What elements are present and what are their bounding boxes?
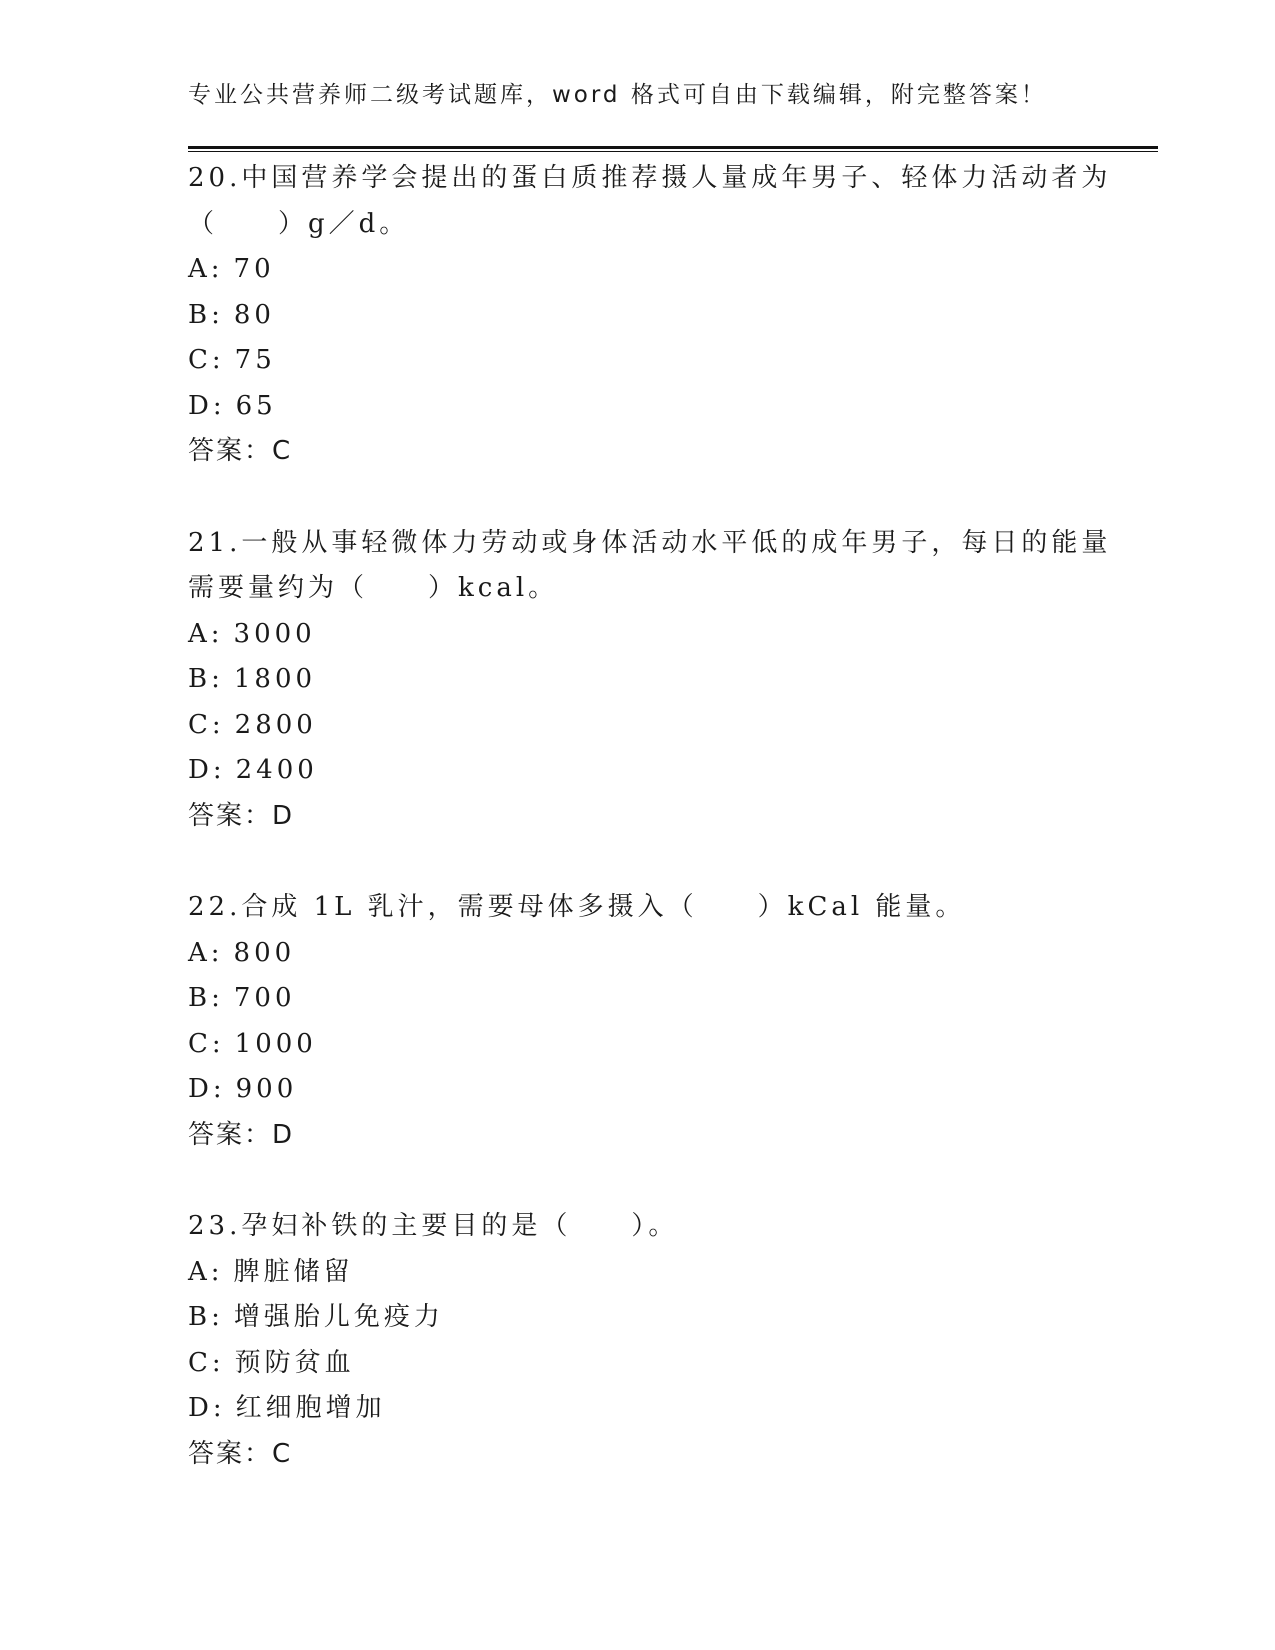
option-key: C: bbox=[188, 345, 225, 375]
option-value: 1000 bbox=[234, 1028, 317, 1059]
option-value: 红细胞增加 bbox=[235, 1393, 386, 1423]
option-value: 70 bbox=[233, 254, 275, 284]
option-value: 900 bbox=[235, 1074, 298, 1104]
option-value: 700 bbox=[233, 983, 296, 1013]
answer-line: 答案：C bbox=[188, 436, 293, 466]
option-value: 65 bbox=[235, 390, 277, 421]
option-a bbox=[188, 931, 1148, 977]
option-key: C: bbox=[188, 709, 225, 740]
option-key: A: bbox=[188, 254, 224, 284]
option-c bbox=[188, 338, 1148, 384]
answer-line: 答案：D bbox=[188, 800, 295, 831]
option-key: D: bbox=[188, 1393, 226, 1423]
option-c bbox=[188, 1341, 1148, 1387]
header-rule-thin bbox=[188, 151, 1158, 152]
option-key: D: bbox=[188, 755, 226, 785]
option-key: C: bbox=[188, 1347, 225, 1378]
option-value: 3000 bbox=[233, 618, 316, 649]
option-value: 预防贫血 bbox=[234, 1347, 355, 1378]
option-b bbox=[188, 1295, 1148, 1341]
answer-line: 答案：C bbox=[188, 1438, 293, 1469]
option-value: 800 bbox=[233, 937, 296, 968]
question-stem: （ ）g／d。 bbox=[188, 208, 410, 239]
option-value: 脾脏储留 bbox=[233, 1256, 354, 1287]
question-list bbox=[188, 156, 1148, 1523]
option-a bbox=[188, 247, 1148, 293]
question-stem: 需要量约为（ ）kcal。 bbox=[188, 573, 559, 603]
question-stem: 20.中国营养学会提出的蛋白质推荐摄人量成年男子、轻体力活动者为 bbox=[188, 163, 1112, 193]
option-value: 80 bbox=[233, 299, 275, 330]
option-value: 1800 bbox=[233, 664, 317, 694]
option-a bbox=[188, 1250, 1148, 1296]
question-stem: 23.孕妇补铁的主要目的是（ ）。 bbox=[188, 1211, 679, 1241]
answer-line: 答案：D bbox=[188, 1119, 295, 1150]
question-stem: 21.一般从事轻微体力劳动或身体活动水平低的成年男子，每日的能量 bbox=[188, 527, 1112, 558]
option-d bbox=[188, 1386, 1148, 1432]
question-22 bbox=[188, 885, 1148, 1158]
option-key: B: bbox=[188, 664, 224, 694]
header-rule-thick bbox=[188, 146, 1158, 149]
question-23 bbox=[188, 1204, 1148, 1477]
option-d bbox=[188, 1067, 1148, 1113]
option-c bbox=[188, 1022, 1148, 1068]
option-d bbox=[188, 748, 1148, 794]
question-stem: 22.合成 1L 乳汁，需要母体多摄入（ ）kCal 能量。 bbox=[188, 892, 966, 922]
option-d bbox=[188, 384, 1148, 430]
page-header: 专业公共营养师二级考试题库，word 格式可自由下载编辑，附完整答案！ bbox=[188, 82, 1047, 108]
option-value: 2800 bbox=[234, 709, 317, 740]
option-key: D: bbox=[188, 1074, 226, 1104]
option-c bbox=[188, 703, 1148, 749]
option-key: A: bbox=[188, 937, 224, 968]
option-b bbox=[188, 976, 1148, 1022]
option-value: 75 bbox=[234, 345, 276, 375]
option-key: B: bbox=[188, 1302, 224, 1332]
option-value: 2400 bbox=[235, 755, 318, 785]
option-b bbox=[188, 657, 1148, 703]
question-20 bbox=[188, 156, 1148, 475]
option-key: A: bbox=[188, 1256, 224, 1287]
option-key: B: bbox=[188, 983, 224, 1013]
question-21 bbox=[188, 521, 1148, 840]
option-key: C: bbox=[188, 1028, 225, 1059]
option-value: 增强胎儿免疫力 bbox=[233, 1302, 444, 1332]
option-b bbox=[188, 293, 1148, 339]
option-key: D: bbox=[188, 390, 226, 421]
option-a bbox=[188, 612, 1148, 658]
option-key: B: bbox=[188, 299, 224, 330]
option-key: A: bbox=[188, 618, 224, 649]
